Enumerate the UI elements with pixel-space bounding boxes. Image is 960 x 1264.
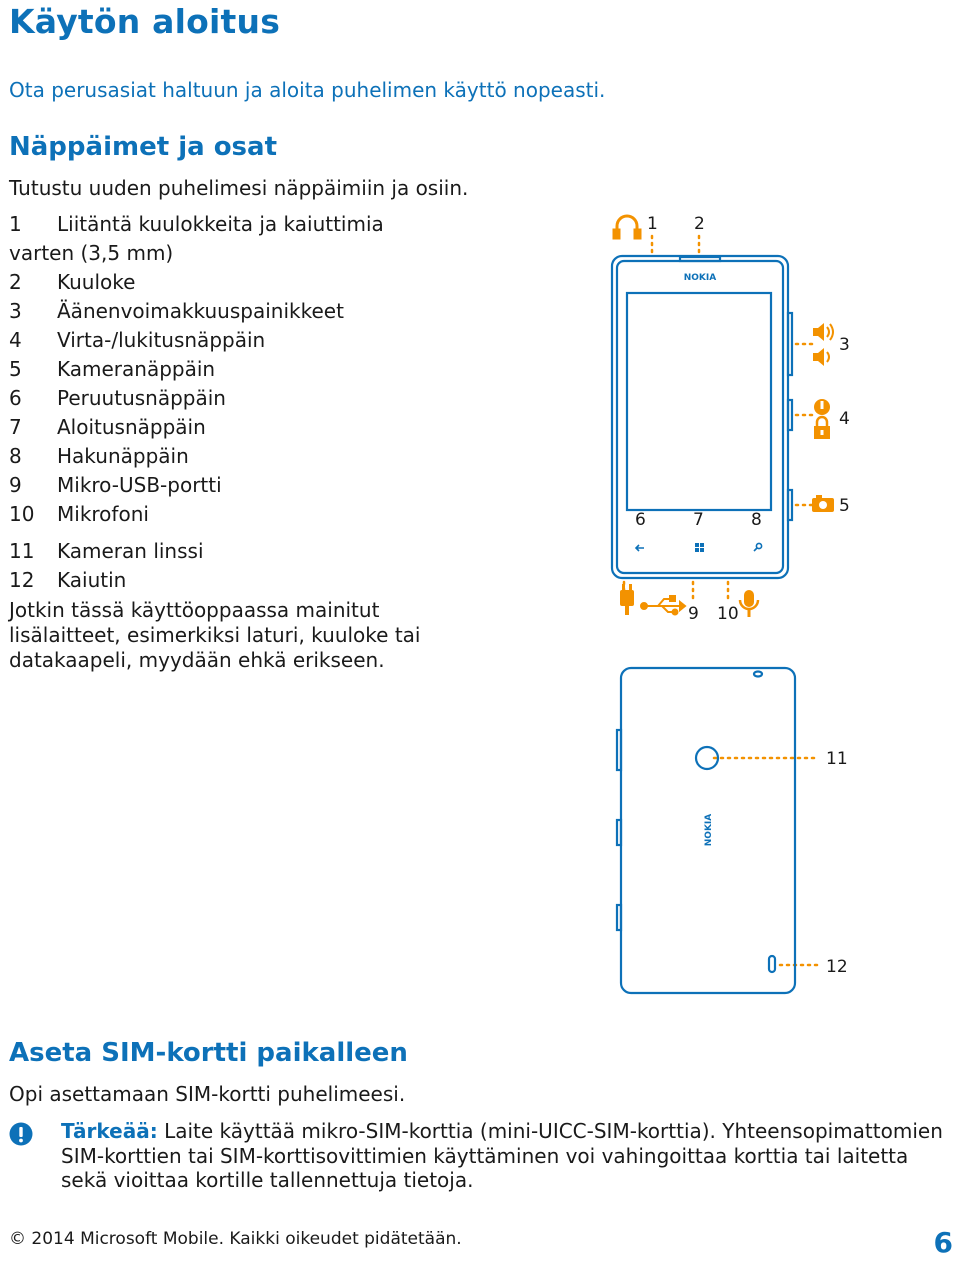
item-number: 12 bbox=[9, 568, 35, 592]
speaker-icon bbox=[769, 956, 775, 972]
item-label: Peruutusnäppäin bbox=[57, 386, 226, 410]
brand-logo-front: NOKIA bbox=[683, 273, 717, 283]
list-item bbox=[9, 355, 569, 384]
back-icon bbox=[636, 545, 644, 551]
item-label: Kameranäppäin bbox=[57, 357, 216, 381]
item-label: Kameran linssi bbox=[57, 539, 204, 563]
callout-11: 11 bbox=[826, 749, 848, 769]
list-item bbox=[9, 210, 439, 268]
list-item bbox=[9, 471, 569, 500]
camera-icon bbox=[812, 495, 834, 512]
callout-10: 10 bbox=[717, 604, 739, 624]
microphone-icon bbox=[740, 590, 758, 617]
item-number: 11 bbox=[9, 539, 35, 563]
search-icon bbox=[754, 543, 762, 551]
item-number: 1 bbox=[9, 212, 22, 236]
item-label: Äänenvoimakkuuspainikkeet bbox=[57, 299, 344, 323]
list-item bbox=[9, 537, 569, 566]
item-number: 5 bbox=[9, 357, 22, 381]
item-number: 3 bbox=[9, 299, 22, 323]
callout-7: 7 bbox=[693, 510, 704, 530]
usb-icon bbox=[641, 596, 685, 615]
navigation-keys bbox=[636, 543, 762, 552]
orange-icons bbox=[614, 216, 834, 617]
list-item bbox=[9, 442, 569, 471]
item-label: Aloitusnäppäin bbox=[57, 415, 206, 439]
callout-4: 4 bbox=[839, 409, 850, 429]
charger-plug-icon bbox=[620, 584, 634, 615]
lock-icon bbox=[814, 417, 830, 439]
list-item bbox=[9, 384, 569, 413]
warning-icon bbox=[9, 1122, 33, 1146]
headphones-icon bbox=[614, 216, 640, 238]
volume-up-icon bbox=[813, 323, 833, 341]
phone-diagram bbox=[600, 200, 960, 1000]
keys-section-heading: Näppäimet ja osat bbox=[9, 132, 278, 162]
list-item bbox=[9, 500, 569, 529]
callout-2: 2 bbox=[694, 214, 705, 234]
windows-icon bbox=[695, 543, 704, 552]
callout-8: 8 bbox=[751, 510, 762, 530]
warning-body: Laite käyttää mikro-SIM-korttia (mini-UICC-SIM-korttia). Yhteensopimattomien SIM-korttien tai SIM-korttisovittimien käyttäminen voi vahingoittaa korttia tai laitetta sekä vioittaa kortille tallennettuja tietoja. bbox=[61, 1119, 943, 1192]
item-label: Kaiutin bbox=[57, 568, 127, 592]
intro-text: Ota perusasiat haltuun ja aloita puhelimen käyttö nopeasti. bbox=[9, 78, 606, 102]
item-number: 6 bbox=[9, 386, 22, 410]
item-number: 9 bbox=[9, 473, 22, 497]
item-label: Kuuloke bbox=[57, 270, 136, 294]
item-number: 8 bbox=[9, 444, 22, 468]
item-label: Liitäntä kuulokkeita ja kaiuttimia varten (3,5 mm) bbox=[9, 212, 384, 265]
warning-label: Tärkeää: bbox=[61, 1119, 158, 1143]
sim-section-subtitle: Opi asettamaan SIM-kortti puhelimeesi. bbox=[9, 1082, 406, 1106]
callout-1: 1 bbox=[647, 214, 658, 234]
power-icon bbox=[814, 399, 830, 415]
item-label: Hakunäppäin bbox=[57, 444, 189, 468]
keys-section-subtitle: Tutustu uuden puhelimesi näppäimiin ja osiin. bbox=[9, 176, 469, 200]
item-label: Mikro-USB-portti bbox=[57, 473, 222, 497]
item-number: 2 bbox=[9, 270, 22, 294]
parts-list bbox=[9, 210, 569, 595]
page-number: 6 bbox=[933, 1226, 953, 1259]
accessories-note: Jotkin tässä käyttöoppaassa mainitut lisälaitteet, esimerkiksi laturi, kuuloke tai datakaapeli, myydään ehkä erikseen. bbox=[9, 598, 421, 672]
callout-9: 9 bbox=[688, 604, 699, 624]
list-item bbox=[9, 297, 569, 326]
list-item bbox=[9, 268, 569, 297]
list-item bbox=[9, 413, 569, 442]
sim-section-heading: Aseta SIM-kortti paikalleen bbox=[9, 1038, 408, 1068]
item-number: 10 bbox=[9, 502, 35, 526]
copyright-footer: © 2014 Microsoft Mobile. Kaikki oikeudet pidätetään. bbox=[9, 1229, 462, 1249]
list-item bbox=[9, 566, 569, 595]
brand-logo-back: NOKIA bbox=[704, 813, 714, 847]
page-title: Käytön aloitus bbox=[9, 2, 281, 41]
sim-warning bbox=[61, 1119, 956, 1193]
item-label: Mikrofoni bbox=[57, 502, 149, 526]
callout-6: 6 bbox=[635, 510, 646, 530]
callout-5: 5 bbox=[839, 496, 850, 516]
callout-3: 3 bbox=[839, 335, 850, 355]
item-number: 4 bbox=[9, 328, 22, 352]
item-number: 7 bbox=[9, 415, 22, 439]
item-label: Virta-/lukitusnäppäin bbox=[57, 328, 266, 352]
callout-12: 12 bbox=[826, 957, 848, 977]
list-item bbox=[9, 326, 569, 355]
volume-down-icon bbox=[813, 348, 829, 366]
